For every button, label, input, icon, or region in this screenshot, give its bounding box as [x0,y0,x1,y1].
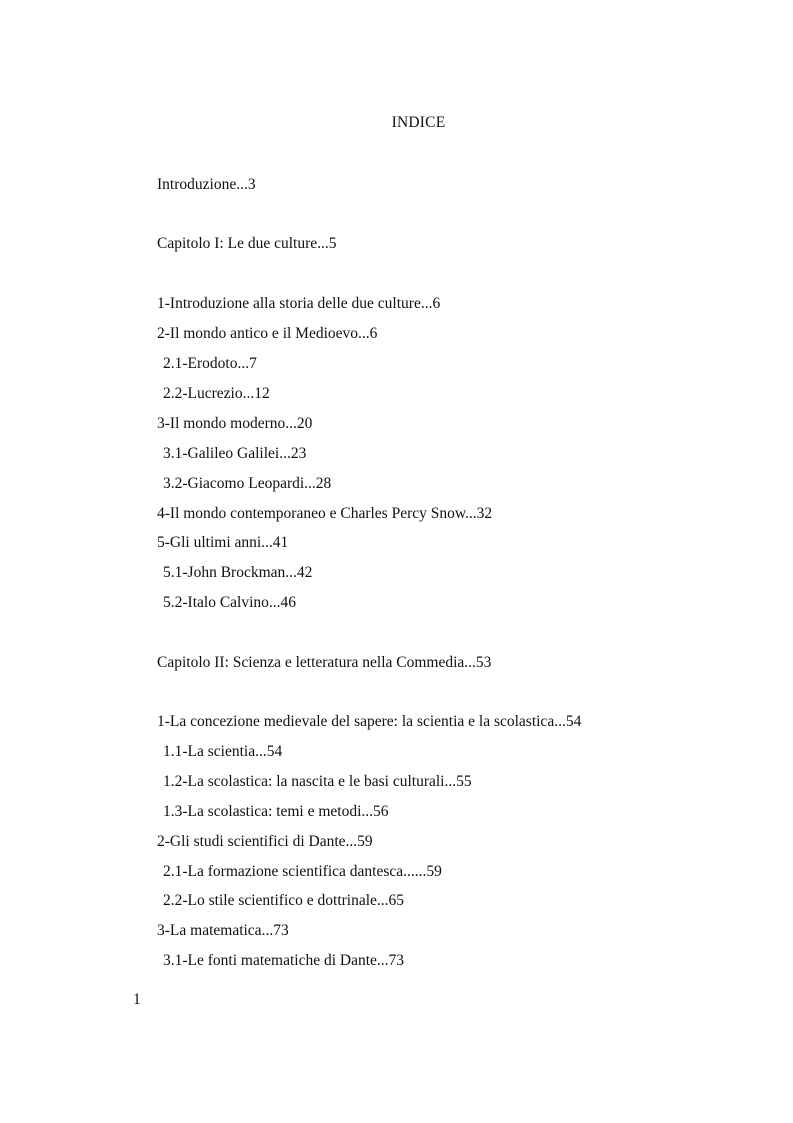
toc-entry: 3-Il mondo moderno...20 [157,415,313,432]
toc-chapter-2: Capitolo II: Scienza e letteratura nella Commedia...53 [157,654,492,671]
toc-subentry: 3.1-Le fonti matematiche di Dante...73 [163,952,405,969]
toc-entry: 1-La concezione medievale del sapere: la scientia e la scolastica...54 [157,713,582,730]
toc-subentry: 1.2-La scolastica: la nascita e le basi culturali...55 [163,773,472,790]
toc-entry: 3-La matematica...73 [157,922,289,939]
toc-subentry: 2.2-Lucrezio...12 [163,385,270,402]
toc-subentry: 1.1-La scientia...54 [163,743,283,760]
toc-entry: 4-Il mondo contemporaneo e Charles Percy Snow...32 [157,505,493,522]
toc-chapter-1: Capitolo I: Le due culture...5 [157,235,337,252]
toc-subentry: 2.2-Lo stile scientifico e dottrinale...65 [163,892,405,909]
toc-subentry: 2.1-La formazione scientifica dantesca......59 [163,863,442,880]
toc-entry: 1-Introduzione alla storia delle due culture...6 [157,295,441,312]
toc-subentry: 3.2-Giacomo Leopardi...28 [163,475,332,492]
toc-entry: 2-Gli studi scientifici di Dante...59 [157,833,373,850]
toc-subentry: 5.1-John Brockman...42 [163,564,313,581]
page-number: 1 [133,991,141,1008]
toc-entry: 2-Il mondo antico e il Medioevo...6 [157,325,378,342]
index-title: INDICE [391,114,446,131]
toc-subentry: 2.1-Erodoto...7 [163,355,257,372]
toc-entry-introduzione: Introduzione...3 [157,176,256,193]
toc-entry: 5-Gli ultimi anni...41 [157,534,289,551]
toc-subentry: 1.3-La scolastica: temi e metodi...56 [163,803,389,820]
toc-subentry: 3.1-Galileo Galilei...23 [163,445,307,462]
toc-subentry: 5.2-Italo Calvino...46 [163,594,297,611]
